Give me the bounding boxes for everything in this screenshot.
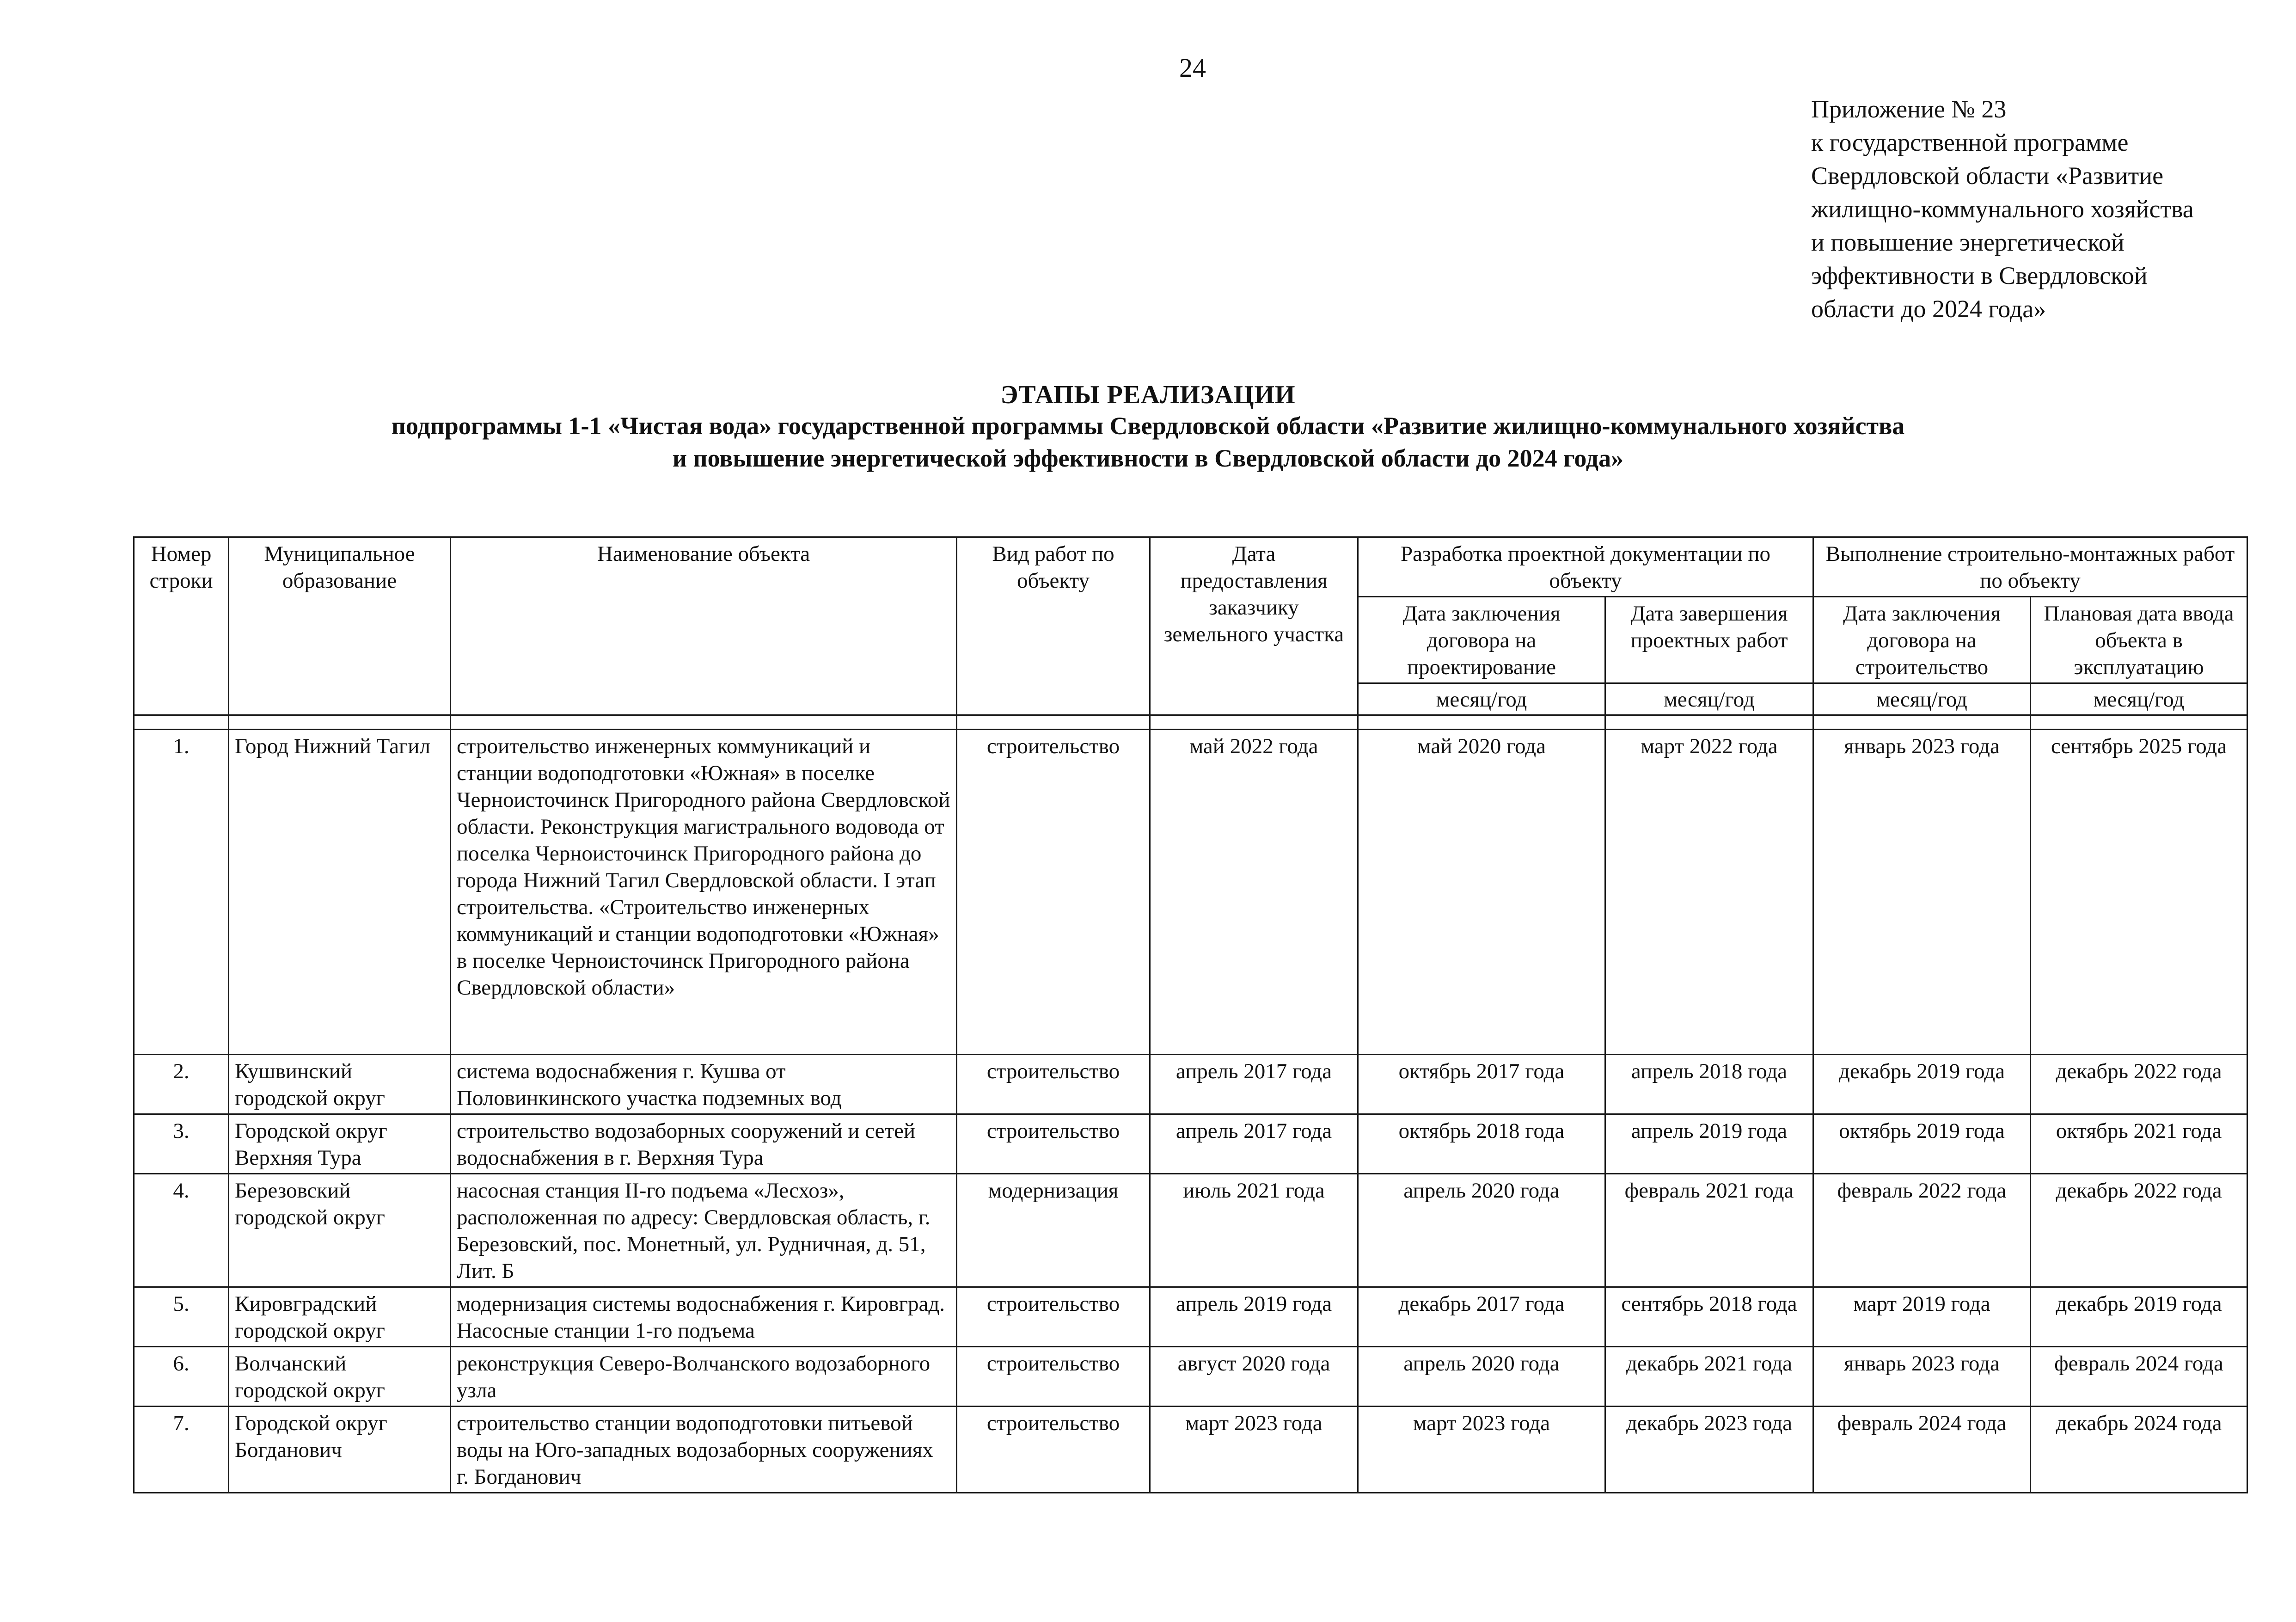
appendix-line: Свердловской области «Развитие bbox=[1811, 162, 2164, 190]
cell-land-date: апрель 2017 года bbox=[1150, 1114, 1358, 1174]
cell-commissioning: декабрь 2022 года bbox=[2031, 1055, 2247, 1114]
document-subtitle: и повышение энергетической эффективности в Свердловской области до 2024 года» bbox=[672, 444, 1624, 472]
header-unit: месяц/год bbox=[2031, 683, 2247, 715]
header-construction-contract: Дата заключения договора на строительство bbox=[1813, 597, 2031, 683]
cell-object-name: модернизация системы водоснабжения г. Кировград. Насосные станции 1-го подъема bbox=[451, 1287, 957, 1347]
header-municipality: Муниципальное образование bbox=[229, 537, 451, 715]
cell-commissioning: февраль 2024 года bbox=[2031, 1347, 2247, 1407]
cell-row-number: 4. bbox=[134, 1174, 229, 1287]
cell-municipality: Городской округ Богданович bbox=[229, 1407, 451, 1493]
cell-municipality: Город Нижний Тагил bbox=[229, 730, 451, 1055]
document-title: ЭТАПЫ РЕАЛИЗАЦИИ bbox=[1000, 381, 1296, 409]
cell-design-contract: апрель 2020 года bbox=[1358, 1174, 1605, 1287]
cell-work-type: строительство bbox=[957, 1055, 1150, 1114]
cell-design-contract: октябрь 2018 года bbox=[1358, 1114, 1605, 1174]
table-row bbox=[134, 1055, 2247, 1114]
table-row bbox=[134, 1347, 2247, 1407]
cell-municipality: Березовский городской округ bbox=[229, 1174, 451, 1287]
cell-design-contract: декабрь 2017 года bbox=[1358, 1287, 1605, 1347]
cell-construction-contract: октябрь 2019 года bbox=[1813, 1114, 2031, 1174]
table-row bbox=[134, 1174, 2247, 1287]
cell-work-type: строительство bbox=[957, 1347, 1150, 1407]
table-spacer-row bbox=[134, 715, 2247, 730]
cell-design-end: апрель 2019 года bbox=[1605, 1114, 1813, 1174]
table-row bbox=[134, 1114, 2247, 1174]
cell-land-date: август 2020 года bbox=[1150, 1347, 1358, 1407]
cell-land-date: июль 2021 года bbox=[1150, 1174, 1358, 1287]
table-row bbox=[134, 1287, 2247, 1347]
table-row bbox=[134, 1407, 2247, 1493]
header-unit: месяц/год bbox=[1813, 683, 2031, 715]
cell-municipality: Городской округ Верхняя Тура bbox=[229, 1114, 451, 1174]
cell-land-date: март 2023 года bbox=[1150, 1407, 1358, 1493]
cell-municipality: Кировградский городской округ bbox=[229, 1287, 451, 1347]
appendix-line: Приложение № 23 bbox=[1811, 95, 2007, 123]
cell-land-date: апрель 2017 года bbox=[1150, 1055, 1358, 1114]
cell-municipality: Кушвинский городской округ bbox=[229, 1055, 451, 1114]
cell-land-date: апрель 2019 года bbox=[1150, 1287, 1358, 1347]
appendix-line: и повышение энергетической bbox=[1811, 228, 2125, 256]
cell-design-contract: апрель 2020 года bbox=[1358, 1347, 1605, 1407]
cell-row-number: 2. bbox=[134, 1055, 229, 1114]
cell-construction-contract: февраль 2024 года bbox=[1813, 1407, 2031, 1493]
cell-construction-contract: март 2019 года bbox=[1813, 1287, 2031, 1347]
cell-commissioning: сентябрь 2025 года bbox=[2031, 730, 2247, 1055]
cell-commissioning: октябрь 2021 года bbox=[2031, 1114, 2247, 1174]
cell-design-end: сентябрь 2018 года bbox=[1605, 1287, 1813, 1347]
cell-row-number: 1. bbox=[134, 730, 229, 1055]
cell-object-name: реконструкция Северо-Волчанского водозаборного узла bbox=[451, 1347, 957, 1407]
cell-object-name: строительство станции водоподготовки питьевой воды на Юго-западных водозаборных сооружениях г. Богданович bbox=[451, 1407, 957, 1493]
appendix-line: к государственной программе bbox=[1811, 129, 2129, 156]
cell-municipality: Волчанский городской округ bbox=[229, 1347, 451, 1407]
table-row bbox=[134, 730, 2247, 1055]
cell-construction-contract: январь 2023 года bbox=[1813, 730, 2031, 1055]
cell-design-end: март 2022 года bbox=[1605, 730, 1813, 1055]
cell-commissioning: декабрь 2024 года bbox=[2031, 1407, 2247, 1493]
header-design-contract: Дата заключения договора на проектирование bbox=[1358, 597, 1605, 683]
cell-design-contract: октябрь 2017 года bbox=[1358, 1055, 1605, 1114]
cell-construction-contract: январь 2023 года bbox=[1813, 1347, 2031, 1407]
appendix-line: жилищно-коммунального хозяйства bbox=[1811, 195, 2194, 223]
header-commissioning: Плановая дата ввода объекта в эксплуатацию bbox=[2031, 597, 2247, 683]
cell-design-contract: март 2023 года bbox=[1358, 1407, 1605, 1493]
cell-row-number: 6. bbox=[134, 1347, 229, 1407]
header-unit: месяц/год bbox=[1358, 683, 1605, 715]
cell-object-name: система водоснабжения г. Кушва от Половинкинского участка подземных вод bbox=[451, 1055, 957, 1114]
header-land-date: Дата предоставления заказчику земельного участка bbox=[1150, 537, 1358, 715]
cell-design-end: февраль 2021 года bbox=[1605, 1174, 1813, 1287]
page-number: 24 bbox=[1179, 53, 1206, 83]
cell-design-end: декабрь 2023 года bbox=[1605, 1407, 1813, 1493]
cell-design-end: апрель 2018 года bbox=[1605, 1055, 1813, 1114]
cell-row-number: 5. bbox=[134, 1287, 229, 1347]
cell-design-contract: май 2020 года bbox=[1358, 730, 1605, 1055]
cell-work-type: строительство bbox=[957, 1287, 1150, 1347]
cell-land-date: май 2022 года bbox=[1150, 730, 1358, 1055]
cell-construction-contract: декабрь 2019 года bbox=[1813, 1055, 2031, 1114]
implementation-stages-table bbox=[133, 536, 2248, 1493]
header-design-group: Разработка проектной документации по объекту bbox=[1358, 537, 1813, 597]
appendix-line: эффективности в Свердловской bbox=[1811, 262, 2148, 289]
cell-work-type: строительство bbox=[957, 1114, 1150, 1174]
header-object-name: Наименование объекта bbox=[451, 537, 957, 715]
cell-commissioning: декабрь 2022 года bbox=[2031, 1174, 2247, 1287]
header-design-end: Дата завершения проектных работ bbox=[1605, 597, 1813, 683]
cell-commissioning: декабрь 2019 года bbox=[2031, 1287, 2247, 1347]
cell-object-name: строительство водозаборных сооружений и сетей водоснабжения в г. Верхняя Тура bbox=[451, 1114, 957, 1174]
cell-construction-contract: февраль 2022 года bbox=[1813, 1174, 2031, 1287]
header-work-type: Вид работ по объекту bbox=[957, 537, 1150, 715]
header-construction-group: Выполнение строительно-монтажных работ по объекту bbox=[1813, 537, 2247, 597]
appendix-header bbox=[1811, 92, 2273, 326]
cell-row-number: 7. bbox=[134, 1407, 229, 1493]
cell-work-type: строительство bbox=[957, 1407, 1150, 1493]
cell-object-name: строительство инженерных коммуникаций и станции водоподготовки «Южная» в поселке Черноисточинск Пригородного района Свердловской области. Реконструкция магистрального водовода от поселка Черноисточинск Пригородного района до города Нижний Тагил Свердловской области. I этап строительства. «Строительство инженерных коммуникаций и станции водоподготовки «Южная» в поселке Черноисточинск Пригородного района Свердловской области» bbox=[451, 730, 957, 1055]
appendix-line: области до 2024 года» bbox=[1811, 295, 2046, 323]
cell-work-type: модернизация bbox=[957, 1174, 1150, 1287]
header-row-number: Номер строки bbox=[134, 537, 229, 715]
header-unit: месяц/год bbox=[1605, 683, 1813, 715]
document-subtitle: подпрограммы 1-1 «Чистая вода» государственной программы Свердловской области «Развитие жилищно-коммунального хозяйства bbox=[391, 412, 1905, 440]
cell-object-name: насосная станция II-го подъема «Лесхоз», расположенная по адресу: Свердловская область, г. Березовский, пос. Монетный, ул. Рудничная, д. 51, Лит. Б bbox=[451, 1174, 957, 1287]
cell-work-type: строительство bbox=[957, 730, 1150, 1055]
cell-row-number: 3. bbox=[134, 1114, 229, 1174]
cell-design-end: декабрь 2021 года bbox=[1605, 1347, 1813, 1407]
table-header-row bbox=[134, 537, 2247, 597]
